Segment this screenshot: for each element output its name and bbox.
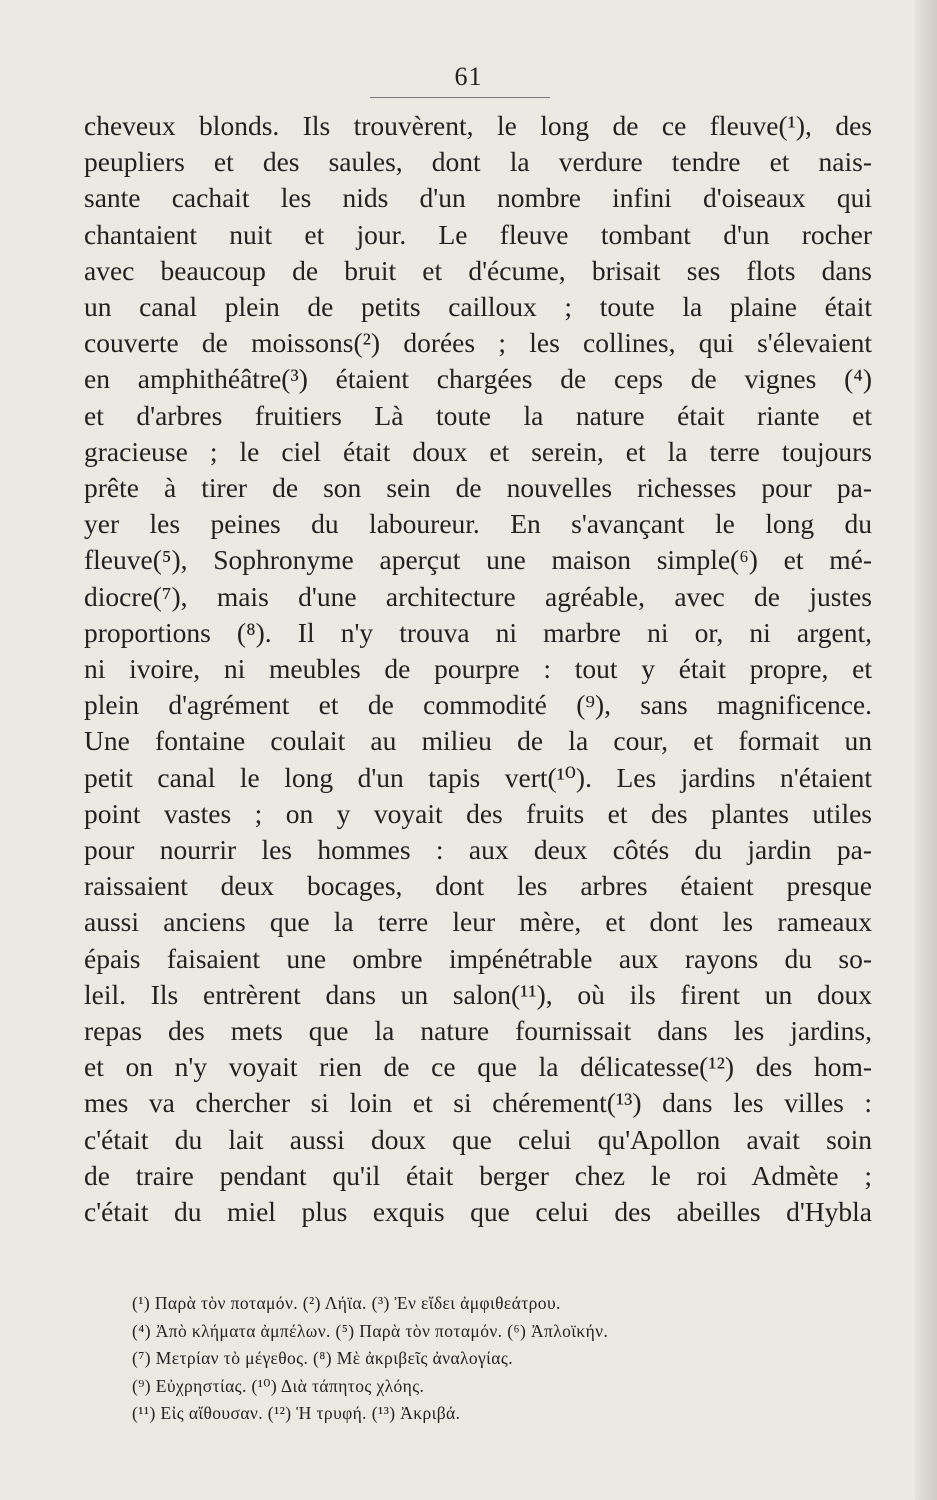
- text-line: de traire pendant qu'il était berger chez le roi Admète ;: [84, 1159, 872, 1191]
- text-line: gracieuse ; le ciel était doux et serein, et la terre toujours: [84, 435, 872, 467]
- text-line: aussi anciens que la terre leur mère, et dont les rameaux: [84, 906, 872, 938]
- body-paragraph: [84, 108, 872, 1230]
- page-number: 61: [454, 62, 483, 91]
- text-line: chantaient nuit et jour. Le fleuve tombant d'un rocher: [84, 218, 872, 250]
- text-line: avec beaucoup de bruit et d'écume, brisait ses flots dans: [84, 254, 872, 286]
- text-line: fleuve(⁵), Sophronyme aperçut une maison simple(⁶) et mé-: [84, 544, 872, 576]
- text-line: cheveux blonds. Ils trouvèrent, le long de ce fleuve(¹), des: [84, 110, 872, 141]
- footnote-line: (¹) Παρὰ τὸν ποταμόν. (²) Λήϊα. (³) Ἐν εἴδει ἀμφιθεάτρου.: [132, 1293, 561, 1313]
- text-line: point vastes ; on y voyait des fruits et des plantes utiles: [84, 797, 872, 829]
- text-line: et d'arbres fruitiers Là toute la nature était riante et: [84, 399, 872, 431]
- text-line: petit canal le long d'un tapis vert(¹⁰). Les jardins n'étaient: [84, 761, 872, 793]
- text-line: pour nourrir les hommes : aux deux côtés du jardin pa-: [84, 834, 872, 866]
- text-line: et on n'y voyait rien de ce que la délicatesse(¹²) des hom-: [84, 1051, 872, 1083]
- text-line: plein d'agrément et de commodité (⁹), sans magnificence.: [84, 689, 872, 721]
- footnote-line: (¹¹) Εἰς αἴθουσαν. (¹²) Ἡ τρυφή. (¹³) Ἀκριβά.: [132, 1403, 461, 1423]
- text-line: leil. Ils entrèrent dans un salon(¹¹), où ils firent un doux: [84, 978, 872, 1010]
- text-line: proportions (⁸). Il n'y trouva ni marbre ni or, ni argent,: [84, 616, 872, 648]
- text-line: peupliers et des saules, dont la verdure tendre et nais-: [84, 146, 872, 178]
- text-line: mes va chercher si loin et si chérement(¹³) dans les villes :: [84, 1087, 872, 1119]
- text-line: c'était du miel plus exquis que celui des abeilles d'Hybla: [84, 1196, 872, 1228]
- text-line: en amphithéâtre(³) étaient chargées de ceps de vignes (⁴): [84, 363, 872, 395]
- text-line: couverte de moissons(²) dorées ; les collines, qui s'élevaient: [84, 327, 872, 359]
- text-line: épais faisaient une ombre impénétrable aux rayons du so-: [84, 942, 872, 974]
- footnote-line: (⁴) Ἀπὸ κλήματα ἀμπέλων. (⁵) Παρὰ τὸν ποταμόν. (⁶) Ἀπλοϊκήν.: [132, 1320, 609, 1341]
- header-rule: [370, 97, 550, 98]
- text-line: Une fontaine coulait au milieu de la cour, et formait un: [84, 725, 872, 757]
- text-line: diocre(⁷), mais d'une architecture agréable, avec de justes: [84, 580, 872, 612]
- text-line: un canal plein de petits cailloux ; toute la plaine était: [84, 291, 872, 323]
- text-line: prête à tirer de son sein de nouvelles richesses pour pa-: [84, 472, 872, 504]
- text-line: sante cachait les nids d'un nombre infini d'oiseaux qui: [84, 182, 872, 214]
- text-line: raissaient deux bocages, dont les arbres étaient presque: [84, 870, 872, 902]
- footnote-line: (⁹) Εὐχρηστίας. (¹⁰) Διὰ τάπητος χλόης.: [132, 1375, 425, 1396]
- text-line: repas des mets que la nature fournissait dans les jardins,: [84, 1015, 872, 1047]
- text-line: yer les peines du laboureur. En s'avançant le long du: [84, 508, 872, 540]
- page-edge-shadow: [915, 0, 937, 1500]
- text-line: ni ivoire, ni meubles de pourpre : tout y était propre, et: [84, 653, 872, 685]
- text-line: c'était du lait aussi doux que celui qu'Apollon avait soin: [84, 1123, 872, 1155]
- footnotes: [132, 1290, 852, 1428]
- footnote-line: (⁷) Μετρίαν τὸ μέγεθος. (⁸) Μὲ ἀκριβεῖς ἀναλογίας.: [132, 1348, 513, 1368]
